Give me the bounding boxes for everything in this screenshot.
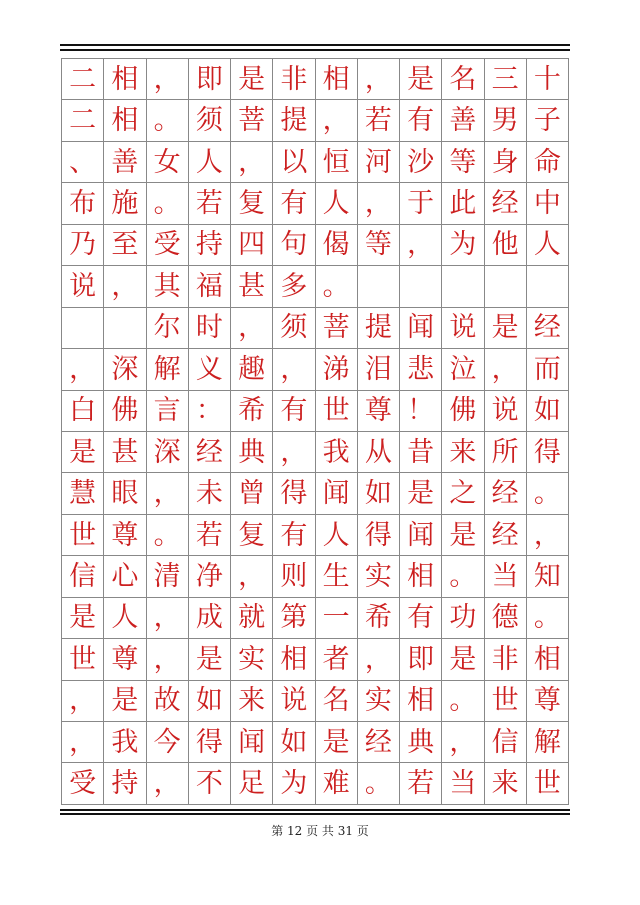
grid-cell: 是 [400,473,442,514]
grid-cell: 是 [231,59,273,100]
grid-cell: ， [146,639,188,680]
grid-cell: 菩 [315,307,357,348]
grid-cell: 甚 [104,431,146,472]
grid-cell: 为 [442,224,484,265]
grid-cell: 就 [231,597,273,638]
grid-cell: 人 [315,183,357,224]
grid-cell: 我 [104,722,146,763]
grid-cell: 当 [442,763,484,804]
grid-cell: ， [62,349,104,390]
grid-cell: ， [357,183,399,224]
grid-row [62,763,569,804]
grid-cell: 。 [357,763,399,804]
grid-cell: 泪 [357,349,399,390]
grid-cell: 非 [273,59,315,100]
grid-cell: 功 [442,597,484,638]
grid-cell: 说 [273,680,315,721]
grid-cell: 经 [484,183,526,224]
grid-cell: 提 [357,307,399,348]
grid-cell: 。 [146,183,188,224]
grid-cell: 是 [315,722,357,763]
grid-cell: ， [146,597,188,638]
grid-cell: 成 [188,597,230,638]
grid-cell: 等 [442,141,484,182]
grid-cell: 二 [62,59,104,100]
grid-cell: 有 [273,183,315,224]
grid-cell: 世 [315,390,357,431]
grid-cell: 佛 [104,390,146,431]
grid-cell: 知 [526,556,568,597]
grid-cell: 说 [442,307,484,348]
grid-cell: 二 [62,100,104,141]
grid-cell: 清 [146,556,188,597]
grid-row [62,514,569,555]
grid-cell: 有 [400,597,442,638]
grid-cell: 曾 [231,473,273,514]
grid-cell: 所 [484,431,526,472]
grid-cell: ， [62,722,104,763]
grid-cell: ， [62,680,104,721]
grid-cell: 如 [188,680,230,721]
grid-cell: 受 [146,224,188,265]
grid-cell: 经 [484,514,526,555]
grid-cell: 句 [273,224,315,265]
grid-cell: 等 [357,224,399,265]
grid-cell: 涕 [315,349,357,390]
grid-cell: 偈 [315,224,357,265]
grid-cell: 来 [231,680,273,721]
grid-cell: 闻 [400,307,442,348]
grid-cell: 河 [357,141,399,182]
bottom-rule-lower [60,813,570,815]
grid-cell: 、 [62,141,104,182]
grid-cell: ， [146,59,188,100]
grid-cell: 尊 [104,639,146,680]
grid-cell: 须 [188,100,230,141]
grid-cell: 得 [273,473,315,514]
grid-row [62,597,569,638]
grid-row [62,680,569,721]
grid-cell: 说 [62,266,104,307]
grid-cell: 菩 [231,100,273,141]
grid-cell: 人 [315,514,357,555]
grid-cell: 于 [400,183,442,224]
grid-cell: 未 [188,473,230,514]
grid-cell: 是 [188,639,230,680]
grid-cell: 名 [442,59,484,100]
grid-cell: 则 [273,556,315,597]
grid-cell: 恒 [315,141,357,182]
grid-cell: 他 [484,224,526,265]
grid-cell: 说 [484,390,526,431]
grid-cell: 相 [315,59,357,100]
grid-cell: 其 [146,266,188,307]
grid-cell [357,266,399,307]
grid-cell: 有 [400,100,442,141]
grid-cell: 是 [442,514,484,555]
grid-cell [526,266,568,307]
grid-cell: 是 [62,431,104,472]
grid-cell: ， [273,349,315,390]
grid-cell: 善 [104,141,146,182]
grid-cell: 闻 [400,514,442,555]
grid-cell: 中 [526,183,568,224]
grid-cell: 布 [62,183,104,224]
grid-cell: 名 [315,680,357,721]
grid-cell: 若 [400,763,442,804]
grid-cell: 我 [315,431,357,472]
grid-cell: 来 [442,431,484,472]
grid-cell: 此 [442,183,484,224]
grid-cell: 信 [484,722,526,763]
grid-cell: 男 [484,100,526,141]
grid-cell: 悲 [400,349,442,390]
grid-cell: 。 [315,266,357,307]
grid-cell: 复 [231,514,273,555]
grid-cell: 是 [104,680,146,721]
grid-cell: 不 [188,763,230,804]
grid-cell: 闻 [315,473,357,514]
grid-cell: 至 [104,224,146,265]
grid-cell: ， [442,722,484,763]
grid-cell: 净 [188,556,230,597]
grid-cell: 故 [146,680,188,721]
grid-cell: 相 [104,100,146,141]
grid-cell: 若 [357,100,399,141]
grid-cell: 即 [188,59,230,100]
copybook-grid [61,58,569,805]
grid-row [62,473,569,514]
grid-cell: 。 [442,680,484,721]
grid-cell: 者 [315,639,357,680]
grid-cell: 复 [231,183,273,224]
grid-cell: 信 [62,556,104,597]
grid-cell: 乃 [62,224,104,265]
top-rule-upper [60,44,570,46]
grid-cell: 希 [357,597,399,638]
grid-row [62,390,569,431]
grid-cell: 为 [273,763,315,804]
grid-cell: 深 [146,431,188,472]
bottom-rule-upper [60,809,570,811]
grid-cell: 得 [357,514,399,555]
grid-cell: 三 [484,59,526,100]
grid-cell: 尊 [104,514,146,555]
grid-cell: 。 [146,514,188,555]
grid-cell: 有 [273,390,315,431]
grid-cell: 尊 [357,390,399,431]
grid-cell: ， [231,141,273,182]
grid-cell: 典 [400,722,442,763]
grid-cell: 如 [273,722,315,763]
grid-cell: 善 [442,100,484,141]
grid-cell: 是 [484,307,526,348]
grid-cell: 。 [146,100,188,141]
grid-row [62,59,569,100]
grid-row [62,266,569,307]
grid-cell: ， [273,431,315,472]
grid-cell: 非 [484,639,526,680]
grid-cell: 子 [526,100,568,141]
grid-cell: 命 [526,141,568,182]
grid-cell: 甚 [231,266,273,307]
grid-cell: 白 [62,390,104,431]
grid-cell: 泣 [442,349,484,390]
grid-cell: 女 [146,141,188,182]
grid-cell: 是 [62,597,104,638]
grid-cell: 。 [526,473,568,514]
grid-cell: 相 [400,680,442,721]
grid-cell: 趣 [231,349,273,390]
grid-cell: 人 [104,597,146,638]
grid-cell: 实 [357,556,399,597]
grid-cell: 须 [273,307,315,348]
top-rule-lower [60,49,570,51]
grid-cell: 希 [231,390,273,431]
grid-cell: 经 [357,722,399,763]
grid-cell: 受 [62,763,104,804]
grid-cell: ， [484,349,526,390]
grid-cell: 人 [188,141,230,182]
grid-cell: 实 [231,639,273,680]
grid-cell: 经 [484,473,526,514]
grid-cell: 第 [273,597,315,638]
grid-cell: 福 [188,266,230,307]
grid-cell: 多 [273,266,315,307]
grid-cell: 经 [526,307,568,348]
grid-cell: ， [146,763,188,804]
grid-cell: 相 [526,639,568,680]
grid-cell: 沙 [400,141,442,182]
grid-cell: 是 [400,59,442,100]
grid-cell: 得 [526,431,568,472]
grid-cell: 十 [526,59,568,100]
grid-cell: 来 [484,763,526,804]
grid-cell: 有 [273,514,315,555]
grid-cell: 时 [188,307,230,348]
grid-row [62,722,569,763]
grid-cell: 而 [526,349,568,390]
grid-cell: ， [357,59,399,100]
grid-cell: 闻 [231,722,273,763]
grid-cell: 尔 [146,307,188,348]
page-number: 第 12 页 共 31 页 [271,824,369,838]
grid-cell: 昔 [400,431,442,472]
grid-cell: 相 [273,639,315,680]
grid-cell: ！ [400,390,442,431]
grid-cell: 义 [188,349,230,390]
grid-cell: 世 [526,763,568,804]
grid-cell: 实 [357,680,399,721]
grid-cell: ， [231,307,273,348]
grid-cell: 之 [442,473,484,514]
grid-cell: 足 [231,763,273,804]
grid-cell: 当 [484,556,526,597]
grid-cell: 经 [188,431,230,472]
grid-cell: 德 [484,597,526,638]
grid-row [62,183,569,224]
grid-cell: 今 [146,722,188,763]
grid-cell [400,266,442,307]
grid-row [62,224,569,265]
grid-cell: 。 [526,597,568,638]
grid-cell: 世 [62,514,104,555]
grid-cell: 即 [400,639,442,680]
grid-row [62,307,569,348]
grid-cell: ， [231,556,273,597]
grid-cell: 心 [104,556,146,597]
grid-cell: 身 [484,141,526,182]
grid-cell: 。 [442,556,484,597]
grid-row [62,431,569,472]
grid-cell: 持 [104,763,146,804]
grid-cell: 深 [104,349,146,390]
grid-row [62,556,569,597]
grid-cell: 四 [231,224,273,265]
grid-cell [104,307,146,348]
grid-cell: 如 [357,473,399,514]
grid-cell: 持 [188,224,230,265]
grid-cell [484,266,526,307]
grid-cell: 得 [188,722,230,763]
grid-cell: 佛 [442,390,484,431]
grid-cell: ， [400,224,442,265]
grid-cell: 提 [273,100,315,141]
grid-cell: 眼 [104,473,146,514]
grid-cell: 生 [315,556,357,597]
grid-cell: 相 [104,59,146,100]
grid-cell: 世 [62,639,104,680]
grid-cell: 是 [442,639,484,680]
grid-cell: 言 [146,390,188,431]
grid-cell: 尊 [526,680,568,721]
grid-row [62,349,569,390]
grid-cell: ， [146,473,188,514]
grid-row [62,100,569,141]
grid-cell: 以 [273,141,315,182]
grid-cell: ， [315,100,357,141]
grid-cell: 施 [104,183,146,224]
grid-cell: 一 [315,597,357,638]
grid-row [62,141,569,182]
grid-cell: 解 [146,349,188,390]
grid-cell [62,307,104,348]
grid-cell: ， [104,266,146,307]
grid-cell: ， [357,639,399,680]
grid-cell: 慧 [62,473,104,514]
grid-cell: 相 [400,556,442,597]
grid-row [62,639,569,680]
grid-cell: 难 [315,763,357,804]
grid-cell: ， [526,514,568,555]
grid-cell: ： [188,390,230,431]
grid-cell: 如 [526,390,568,431]
grid-cell: 世 [484,680,526,721]
grid-cell: 典 [231,431,273,472]
grid-cell: 若 [188,514,230,555]
grid-cell: 若 [188,183,230,224]
grid-cell: 人 [526,224,568,265]
grid-cell [442,266,484,307]
grid-cell: 解 [526,722,568,763]
grid-cell: 从 [357,431,399,472]
